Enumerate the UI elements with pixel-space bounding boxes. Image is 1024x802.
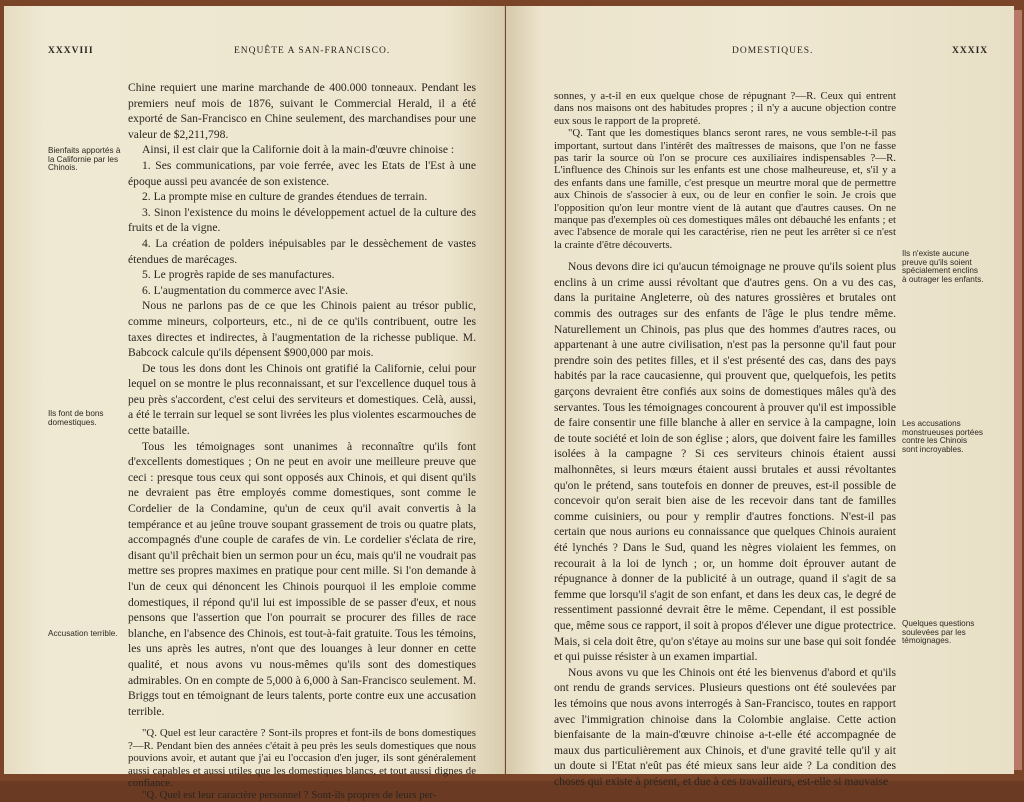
right-page [506, 6, 1014, 788]
paragraph: Nous avons vu que les Chinois ont été les bienvenus d'abord et qu'ils ont rendu de grands services. Plusieurs questions ont été soulevées par les témoins que nous avons interrogés à San-Francisco, toutes en rapport avec l'immigration chinoise dans la Colombie anglaise. Cette action bienfaisante de la main-d'œuvre chinoise a-t-elle été accompagnée de maux dus particulièrement aux Chinois, et d'une gravité telle qu'il y ait un doute si l'Etat n'eût pas été mieux sans leur aide ? La condition des choses qui existe à présent, et due à ces travailleurs, est-elle si mauvaise [554, 665, 896, 788]
margin-note: Ils font de bons domestiques. [48, 409, 104, 427]
margin-note: Quelques questions soulevées par les témoignages. [902, 619, 975, 646]
paragraph: 4. La création de polders inépuisables par le dessèchement de vastes étendues de marécages. [128, 236, 476, 266]
text-column [554, 90, 896, 789]
paragraph: Nous ne parlons pas de ce que les Chinois paient au trésor public, comme mineurs, colporteurs, etc., ni de ce qu'ils contribuent, outre les taxes directes et indirectes, à l'augmentation de la richesse publique. M. Babcock calcule qu'ils dépensent $900,000 par mois. [128, 299, 476, 360]
paragraph: Ainsi, il est clair que la Californie doit à la main-d'œuvre chinoise : [142, 143, 455, 157]
paragraph-gap [128, 719, 476, 727]
page-number: XXXVIII [48, 46, 94, 56]
margin-note: Ils n'existe aucune preuve qu'ils soient spécialement enclins à outrager les enfants. [902, 249, 984, 284]
paragraph: Chine requiert une marine marchande de 400.000 tonneaux. Pendant les premiers neuf mois de 1876, suivant le Commercial Herald, il a été exporté de San-Francisco en Chine seulement, des marchandises pour une valeur de $2,211,798. [128, 81, 476, 141]
margin-note: Accusation terrible. [48, 629, 118, 638]
page-number: XXXIX [952, 46, 989, 56]
paragraph: "Q. Quel est leur caractère personnel ? Sont-ils propres de leurs per- [142, 789, 437, 802]
running-head: ENQUÊTE A SAN-FRANCISCO. [234, 46, 391, 56]
paragraph: sonnes, y a-t-il en eux quelque chose de répugnant ?—R. Ceux qui entrent dans nos maisons ont des habitudes propres ; il n'y a aucune objection contre eux sous le rapport de la propreté. [554, 90, 896, 127]
paragraph: 3. Sinon l'existence du moins le développement actuel de la culture des fruits et de la vigne. [128, 205, 476, 235]
page-edge [1014, 10, 1022, 770]
paragraph: "Q. Tant que les domestiques blancs seront rares, ne vous semble-t-il pas important, surtout dans l'intérêt des maîtresses de maisons, que l'on ne fasse pas tarir la source où l'on se procure ces auxiliaires indispensables ?—R. L'influence des Chinois sur les enfants est une chose malheureuse, et, s'il y a des enfants dans une famille, c'est presque un meurtre moral que de permettre aux Chinois de s'associer à eux, ou de leur en confier le soin. Je crois que l'opposition qu'on leur montre vient de là autant que d'autres causes. On ne manque pas d'exemples où ces domestiques mâles ont débauché les enfants ; et avec l'absence de morale qui les caractérise, rien ne peut les arrêter si ce n'est la crainte d'être découverts. [554, 127, 896, 251]
paragraph: De tous les dons dont les Chinois ont gratifié la Californie, celui pour lequel on se montre le plus reconnaissant, et sur l'excellence duquel tous à peu près s'accordent, c'est celui des serviteurs et domestiques. Celà, aussi, a été le terrain sur lequel se sont livrées les plus violentes escarmouches de cette bataille. [128, 361, 476, 438]
paragraph: 1. Ses communications, par voie ferrée, avec les Etats de l'Est à une époque aussi peu avancée de son existence. [128, 158, 476, 188]
left-page [4, 6, 505, 802]
paragraph-gap [554, 251, 896, 259]
paragraph: 6. L'augmentation du commerce avec l'Asie. [142, 283, 349, 297]
paragraph: 2. La prompte mise en culture de grandes étendues de terrain. [142, 190, 428, 204]
paragraph: Tous les témoignages sont unanimes à reconnaître qu'ils font d'excellents domestiques ; On ne peut en avoir une meilleure preuve que ceci : presque tous ceux qui sont opposés aux Chinois, et qui disent qu'ils ne devraient pas être employés comme domestiques, sont comme le Cordelier de la Condamine, qu'un de ceux qu'il avait convertis à la tempérance et au jeûne trouve soupant grassement de trois ou quatre plats, accompagnés d'une couple de carafes de vin. Le cordelier s'éclata de rire, disant qu'il prêchait bien un sermon pour un écu, mais qu'il ne voudrait pas mettre ses propres maximes en pratique pour cent mille. Si l'on demande à l'un de ceux qui dénoncent les Chinois pourquoi il les emploie comme domestiques, il répond qu'il lui est impossible de se passer d'eux, et nous pensons que l'assertion que l'on pourrait se procurer des filles de race blanche, en l'absence des Chinois, est tout-à-fait gratuite. Tous les témoins, les uns après les autres, n'ont que des louanges à leur donner en cette qualité, et nous avons vu nous-mêmes qu'ils sont des domestiques admirables. On en compte de 5,000 à 6,000 à San-Francisco seulement. M. Briggs tout en témoignant de leurs talents, porte contre eux une accusation terrible. [128, 439, 476, 718]
paragraph: "Q. Quel est leur caractère ? Sont-ils propres et font-ils de bons domestiques ?—R. Pendant bien des années c'était à peu près les seuls domestiques que nous pouvions avoir, et autant que j'ai eu l'occasion d'en juger, ils sont généralement aussi capables et aussi utiles que les domestiques blancs, et tout aussi dignes de confiance. [128, 727, 476, 789]
margin-note: Les accusations monstrueuses portées contre les Chinois sont incroyables. [902, 419, 984, 454]
paragraph: 5. Le progrès rapide de ses manufactures. [142, 268, 335, 282]
margin-note: Bienfaits apportés à la Californie par les Chinois. [48, 146, 121, 173]
text-column [128, 80, 476, 802]
running-head: DOMESTIQUES. [732, 46, 814, 56]
paragraph: Nous devons dire ici qu'aucun témoignage ne prouve qu'ils soient plus enclins à un crime aussi révoltant que d'autres gens. On a vu des cas, dans la puritaine Angleterre, où des natures grossières et brutales ont commis des outrages sur des enfants de l'âge le plus tendre même. Naturellement un Chinois, pas plus que des hommes d'autres races, ou appartenant à une autre civilisation, n'est pas la personne qu'il faut pour prendre soin des petites filles, et il s'est présenté des cas, dans des pays habités par la race caucasienne, qui prouvent que, quelquefois, les petits garçons devraient être confiés aux soins de domestiques mâles qu'à des servantes. Tous les témoignages concourent à prouver qu'il est impossible de faire consentir une fille blanche à aller en service à la campagne, loin de toute société et loin de son église ; alors, que doivent faire les familles isolées à la campagne ? Si ces serviteurs chinois étaient aussi malhonnêtes, si leurs mœurs étaient aussi brutales et aussi révoltantes qu'on le prétend, sans toutefois en donner de preuves, est-il possible de concevoir qu'on serait bien aise de les recevoir dans tant de familles comme cuisiniers, ou pour y remplir d'autres fonctions. N'est-il pas certain que nous aurions eu connaissance que quelques Chinois auraient été lynchés ? Dans le Sud, quand les nègres violaient les femmes, on recourait à la loi de lynch ; or, un homme doit éprouver autant de répugnance à donner de la publicité à un outrage, quand il s'agit de sa femme que lorsqu'il s'agit de son enfant, et dans les deux cas, le degré de ressentiment passionné devrait être le même. Cependant, il est possible que, même sous ce rapport, il soit à propos d'élever une digue protectrice. Mais, si cela doit être, qu'on s'étaye au moins sur une base qui soit fondée et qui puisse résister à un examen impartial. [554, 260, 896, 664]
